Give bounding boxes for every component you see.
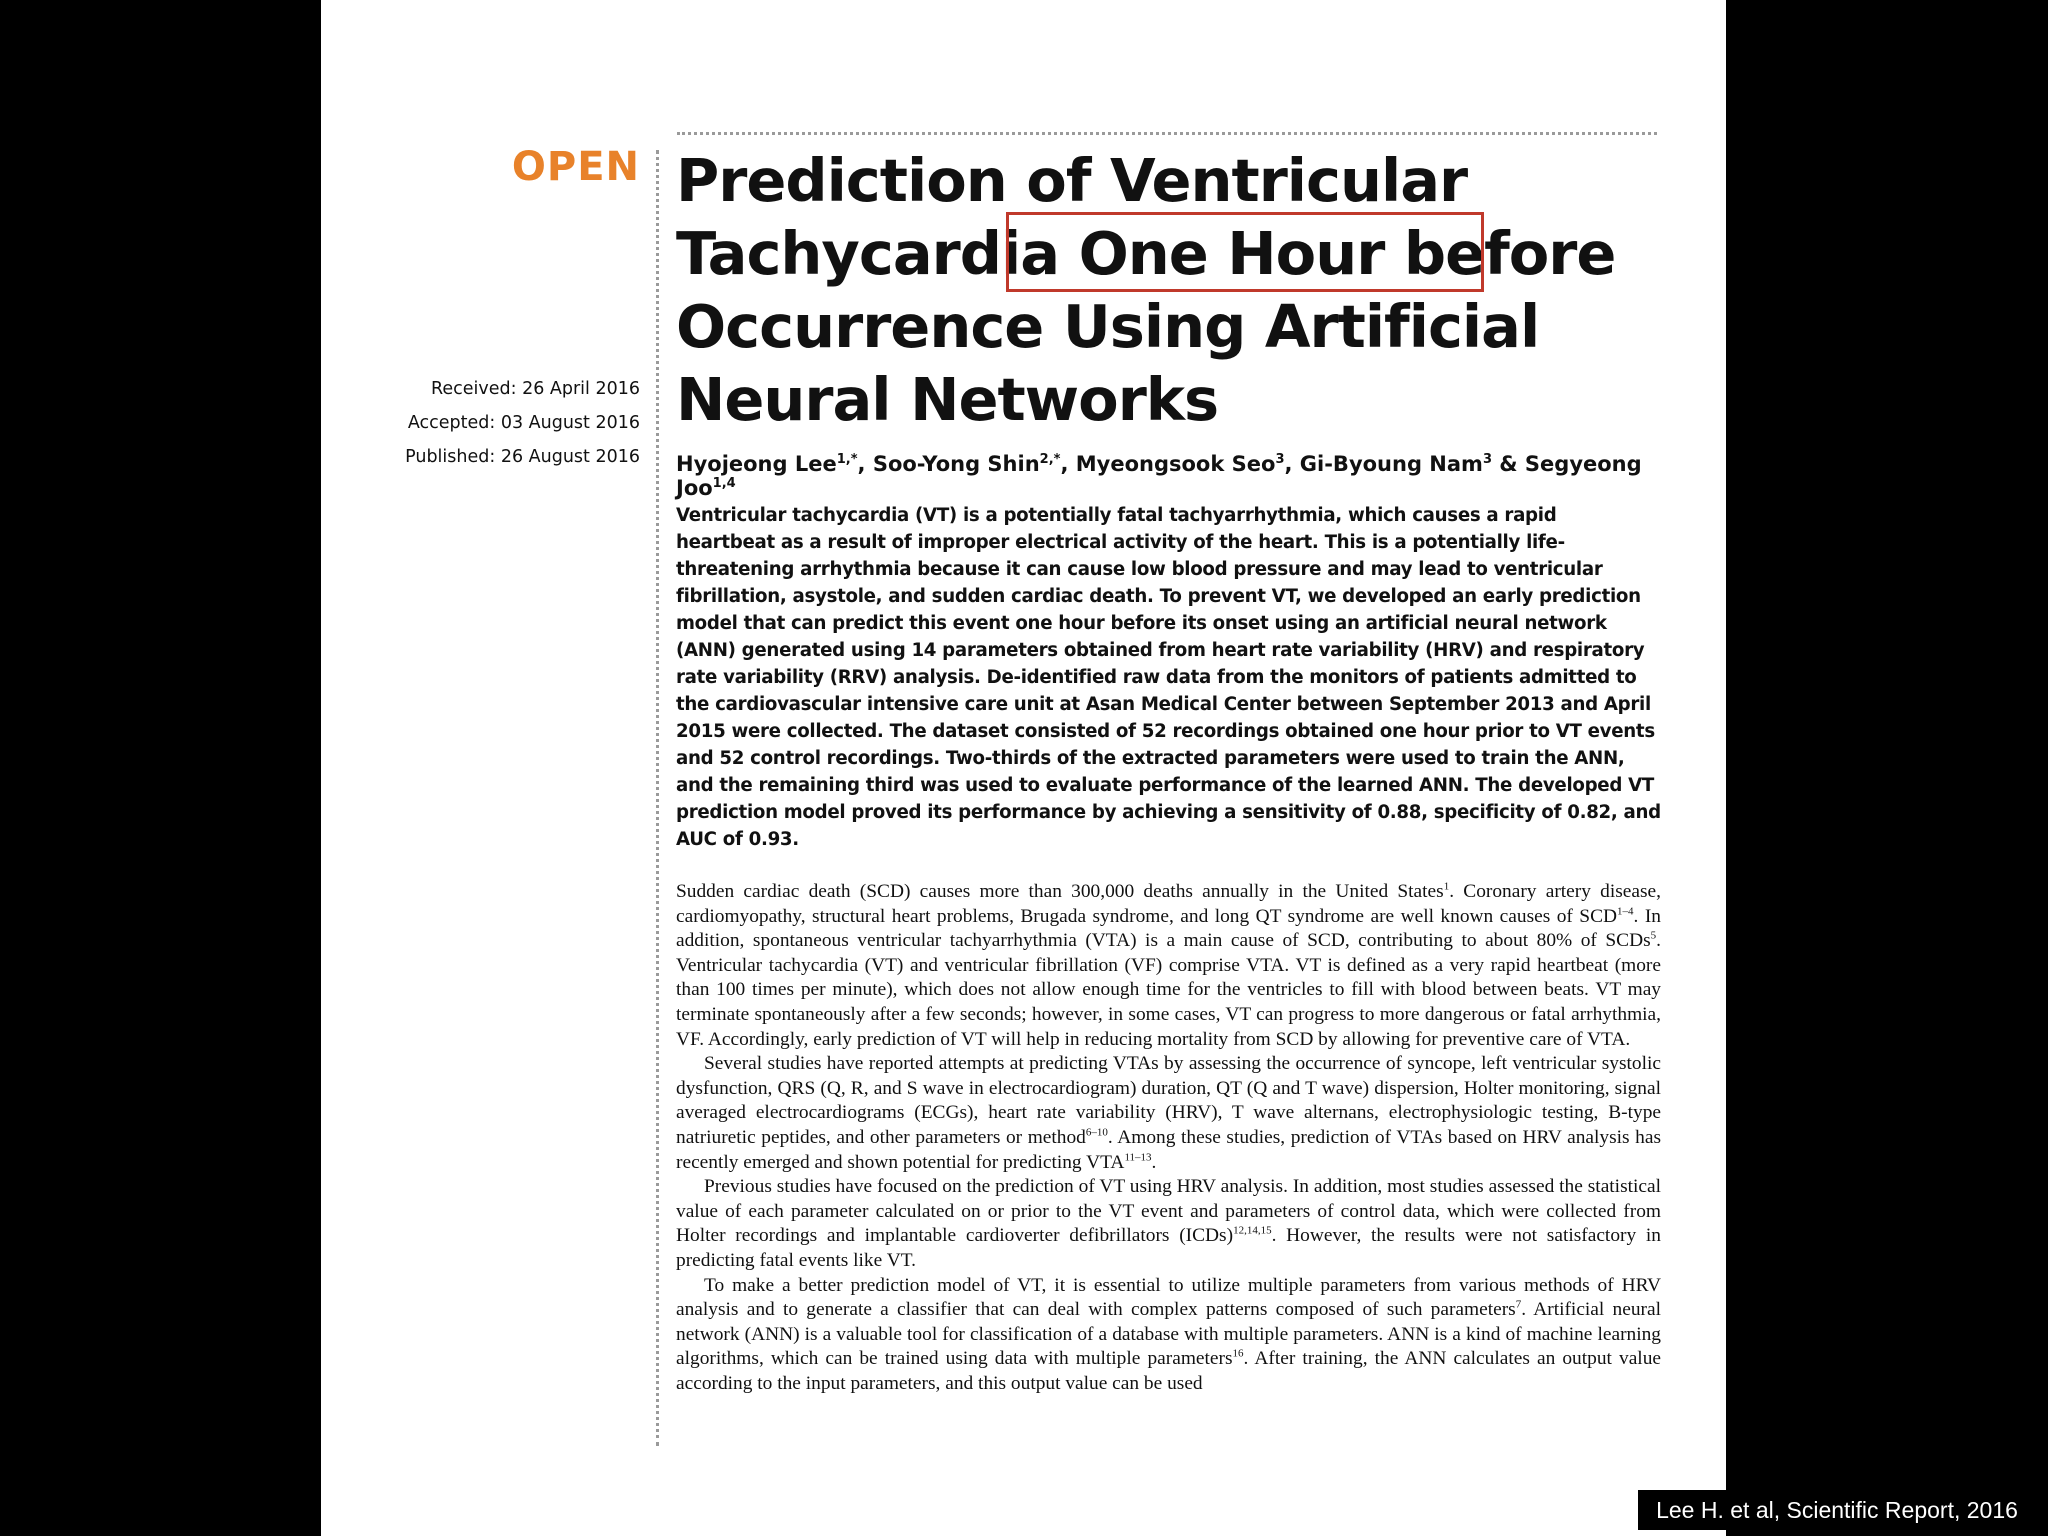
body-text-run: Previous studies have focused on the prediction of VT using HRV analysis. In addition, most studies assessed the statistical value of each parameter calculated on or prior to the VT event and parameters of control data, which were collected from Holter recordings and implantable cardioverter defibrillators (ICDs) xyxy=(676,1176,1661,1247)
body-text-run: . In addition, spontaneous ventricular tachyarrhythmia (VTA) is a main cause of SCD, contributing to about 80% of SCDs xyxy=(676,905,1661,952)
author-separator: , xyxy=(857,452,873,476)
body-text-run: . Among these studies, prediction of VTAs based on HRV analysis has recently emerged and shown potential for predicting VTA xyxy=(676,1126,1661,1173)
reference-superscript: 1 xyxy=(1443,880,1450,893)
author-affiliation: 3 xyxy=(1275,452,1285,467)
reference-superscript: 12,14,15 xyxy=(1233,1224,1272,1237)
body-paragraph-2 xyxy=(676,1052,1661,1175)
reference-superscript: 7 xyxy=(1515,1298,1522,1311)
open-access-label: OPEN xyxy=(511,144,640,190)
body-text-run: To make a better prediction model of VT, it is essential to utilize multiple parameters from various methods of HRV analysis and to generate a classifier that can deal with complex patterns composed of such parameters xyxy=(676,1274,1661,1321)
author-affiliation: 2,* xyxy=(1039,452,1061,467)
accepted-date: Accepted: 03 August 2016 xyxy=(407,413,640,433)
reference-superscript: 1–4 xyxy=(1617,905,1634,918)
author-separator: & xyxy=(1491,452,1525,476)
title-part-2: Occurrence Using Artificial Neural Networks xyxy=(676,292,1540,434)
author-name: Hyojeong Lee xyxy=(676,452,837,476)
body-text-run: . After training, the ANN calculates an output value according to the input parameters, and this output value can be used xyxy=(676,1348,1661,1394)
body-text-run: . However, the results were not satisfactory in predicting fatal events like VT. xyxy=(676,1225,1661,1271)
received-date: Received: 26 April 2016 xyxy=(430,379,640,399)
body-paragraph-1 xyxy=(676,880,1661,1052)
body-text-run: . Ventricular tachycardia (VT) and ventricular fibrillation (VF) comprise VTA. VT is defined as a very rapid heartbeat (more than 100 times per minute), which does not allow enough time for the ventricles to fill with blood between beats. VT may terminate spontaneously after a few seconds; however, in some cases, VT can progress to more dangerous or fatal arrhythmia, VF. Accordingly, early prediction of VT will help in reducing mortality from SCD by allowing for preventive care of VTA. xyxy=(676,930,1661,1050)
body-text-run: Sudden cardiac death (SCD) causes more than 300,000 deaths annually in the United States xyxy=(676,881,1444,902)
reference-superscript: 5 xyxy=(1650,929,1657,942)
author-name: Soo-Yong Shin xyxy=(872,452,1040,476)
reference-superscript: 6–10 xyxy=(1085,1126,1108,1139)
author-name: Gi-Byoung Nam xyxy=(1299,452,1483,476)
title-part-1: Prediction of Ventricular Tachycardia xyxy=(676,146,1468,288)
publication-dates xyxy=(330,372,640,474)
body-text-run: . xyxy=(1151,1151,1157,1173)
body-paragraph-4 xyxy=(676,1274,1661,1397)
published-date: Published: 26 August 2016 xyxy=(405,447,640,467)
author-affiliation: 1,* xyxy=(836,452,858,467)
reference-superscript: 11–13 xyxy=(1124,1151,1152,1164)
author-list xyxy=(676,452,1676,500)
body-text xyxy=(676,880,1661,1396)
reference-superscript: 16 xyxy=(1232,1347,1244,1360)
body-text-run: . Artificial neural network (ANN) is a valuable tool for classification of a database with multiple parameters. ANN is a kind of machine learning algorithms, which can be trained using data with multiple parameters xyxy=(676,1299,1661,1370)
vertical-dotted-rule xyxy=(656,150,659,1446)
author-name: Segyeong Joo xyxy=(676,452,1642,500)
top-dotted-rule xyxy=(677,132,1657,135)
body-text-run: . Coronary artery disease, cardiomyopathy, structural heart problems, Brugada syndrome, and long QT syndrome are well known causes of SCD xyxy=(676,881,1661,927)
source-citation: Lee H. et al, Scientific Report, 2016 xyxy=(1638,1490,2036,1530)
author-affiliation: 3 xyxy=(1482,452,1492,467)
body-text-run: Several studies have reported attempts at predicting VTAs by assessing the occurrence of syncope, left ventricular systolic dysfunction, QRS (Q, R, and S wave in electrocardiogram) duration, QT (Q and T wave) dispersion, Holter monitoring, signal averaged electrocardiograms (ECGs), heart rate variability (HRV), T wave alternans, electrophysiologic testing, B-type natriuretic peptides, and other parameters or method xyxy=(676,1053,1661,1148)
author-affiliation: 1,4 xyxy=(712,476,736,491)
author-name: Myeongsook Seo xyxy=(1075,452,1276,476)
body-paragraph-3 xyxy=(676,1175,1661,1273)
abstract: Ventricular tachycardia (VT) is a potentially fatal tachyarrhythmia, which causes a rapid heartbeat as a result of improper electrical activity of the heart. This is a potentially life-threatening arrhythmia because it can cause low blood pressure and may lead to ventricular fibrillation, asystole, and sudden cardiac death. To prevent VT, we developed an early prediction model that can predict this event one hour before its onset using an artificial neural network (ANN) generated using 14 parameters obtained from heart rate variability (HRV) and respiratory rate variability (RRV) analysis. De-identified raw data from the monitors of patients admitted to the cardiovascular intensive care unit at Asan Medical Center between September 2013 and April 2015 were collected. The dataset consisted of 52 recordings obtained one hour prior to VT events and 52 control recordings. Two-thirds of the extracted parameters were used to train the ANN, and the remaining third was used to evaluate performance of the learned ANN. The developed VT prediction model proved its performance by achieving a sensitivity of 0.88, specificity of 0.82, and AUC of 0.93. xyxy=(676,505,1661,850)
title-highlight: One Hour before xyxy=(1078,219,1616,288)
highlight-box xyxy=(1006,212,1484,292)
author-separator: , xyxy=(1060,452,1076,476)
author-separator: , xyxy=(1284,452,1300,476)
